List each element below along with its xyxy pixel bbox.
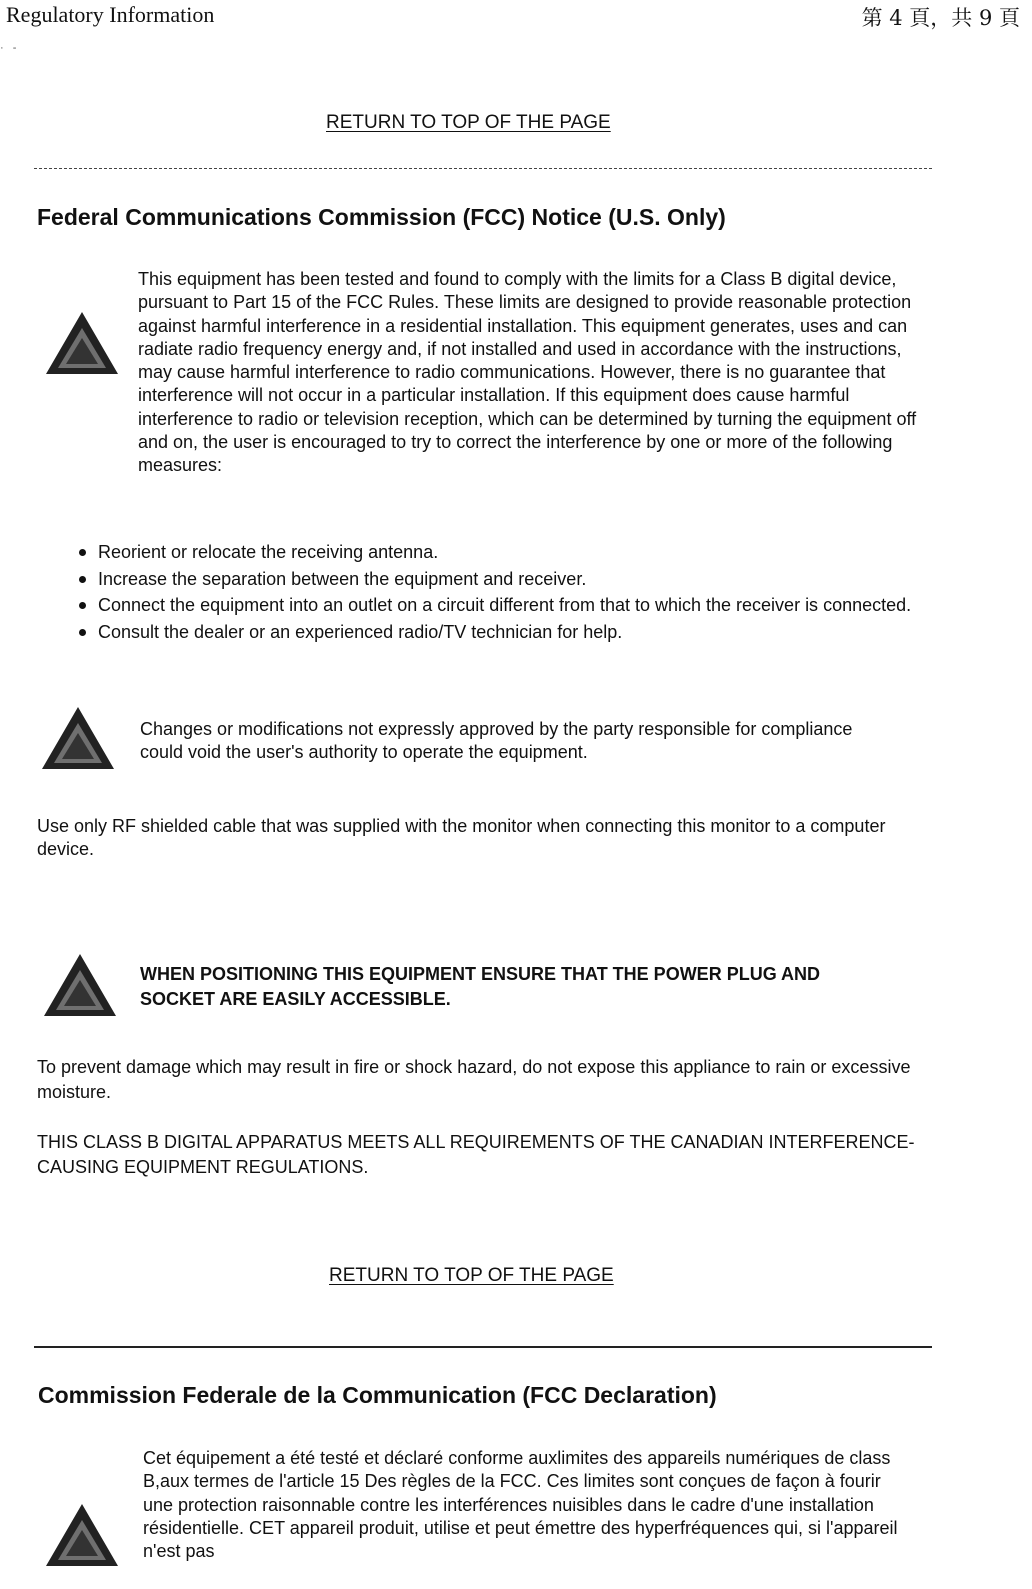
return-to-top-link[interactable]: RETURN TO TOP OF THE PAGE bbox=[329, 1265, 614, 1286]
list-item: Increase the separation between the equipment and receiver. bbox=[36, 566, 936, 593]
warning-triangle-icon bbox=[40, 950, 120, 1020]
return-to-top-link[interactable]: RETURN TO TOP OF THE PAGE bbox=[326, 112, 611, 133]
section-divider bbox=[34, 168, 932, 169]
fcc-us-heading: Federal Communications Commission (FCC) Notice (U.S. Only) bbox=[37, 204, 726, 230]
fcc-fr-notice-text: Cet équipement a été testé et déclaré conforme auxlimites des appareils numériques de class B,aux termes de l'article 15 Des règles de la FCC. Ces limites sont conçues de façon à fourir une protection raisonnable contre les interférences nuisibles dans le cadre d'une installation résidentielle. CET appareil produit, utilise et peut émettre des hyperfréquences qui, si l'appareil n'est pas bbox=[143, 1448, 898, 1562]
page-indicator: 第 4 頁，共 9 頁 bbox=[861, 6, 1020, 30]
list-item: Reorient or relocate the receiving antenna. bbox=[36, 539, 936, 566]
warning-triangle-icon bbox=[38, 703, 118, 773]
scan-artifact: · - bbox=[0, 42, 20, 54]
canadian-note-text: THIS CLASS B DIGITAL APPARATUS MEETS ALL REQUIREMENTS OF THE CANADIAN INTERFERENCE-CAUSING EQUIPMENT REGULATIONS. bbox=[37, 1132, 915, 1177]
section-divider bbox=[34, 1346, 932, 1348]
measures-list bbox=[36, 539, 936, 645]
list-item: Connect the equipment into an outlet on a circuit different from that to which the receiver is connected. bbox=[36, 592, 936, 619]
warning-triangle-icon bbox=[42, 308, 122, 378]
fcc-fr-heading: Commission Federale de la Communication (FCC Declaration) bbox=[38, 1382, 717, 1408]
moisture-note-text: To prevent damage which may result in fire or shock hazard, do not expose this appliance to rain or excessive moisture. bbox=[37, 1057, 911, 1102]
list-item: Consult the dealer or an experienced radio/TV technician for help. bbox=[36, 619, 936, 646]
cable-note-text: Use only RF shielded cable that was supplied with the monitor when connecting this monitor to a computer device. bbox=[37, 816, 886, 860]
changes-warning-text: Changes or modifications not expressly approved by the party responsible for compliance could void the user's authority to operate the equipment. bbox=[140, 719, 853, 763]
page-header-title: Regulatory Information bbox=[6, 2, 215, 27]
fcc-us-notice-text: This equipment has been tested and found to comply with the limits for a Class B digital device, pursuant to Part 15 of the FCC Rules. These limits are designed to provide reasonable protection against harmful interference in a residential installation. This equipment generates, uses and can radiate radio frequency energy and, if not installed and used in accordance with the instructions, may cause harmful interference to radio communications. However, there is no guarantee that interference will not occur in a particular installation. If this equipment does cause harmful interference to radio or television reception, which can be determined by turning the equipment off and on, the user is encouraged to try to correct the interference by one or more of the following measures: bbox=[138, 269, 917, 476]
warning-triangle-icon bbox=[42, 1500, 122, 1570]
positioning-warning-text: WHEN POSITIONING THIS EQUIPMENT ENSURE THAT THE POWER PLUG AND SOCKET ARE EASILY ACCESSIBLE. bbox=[140, 964, 821, 1009]
